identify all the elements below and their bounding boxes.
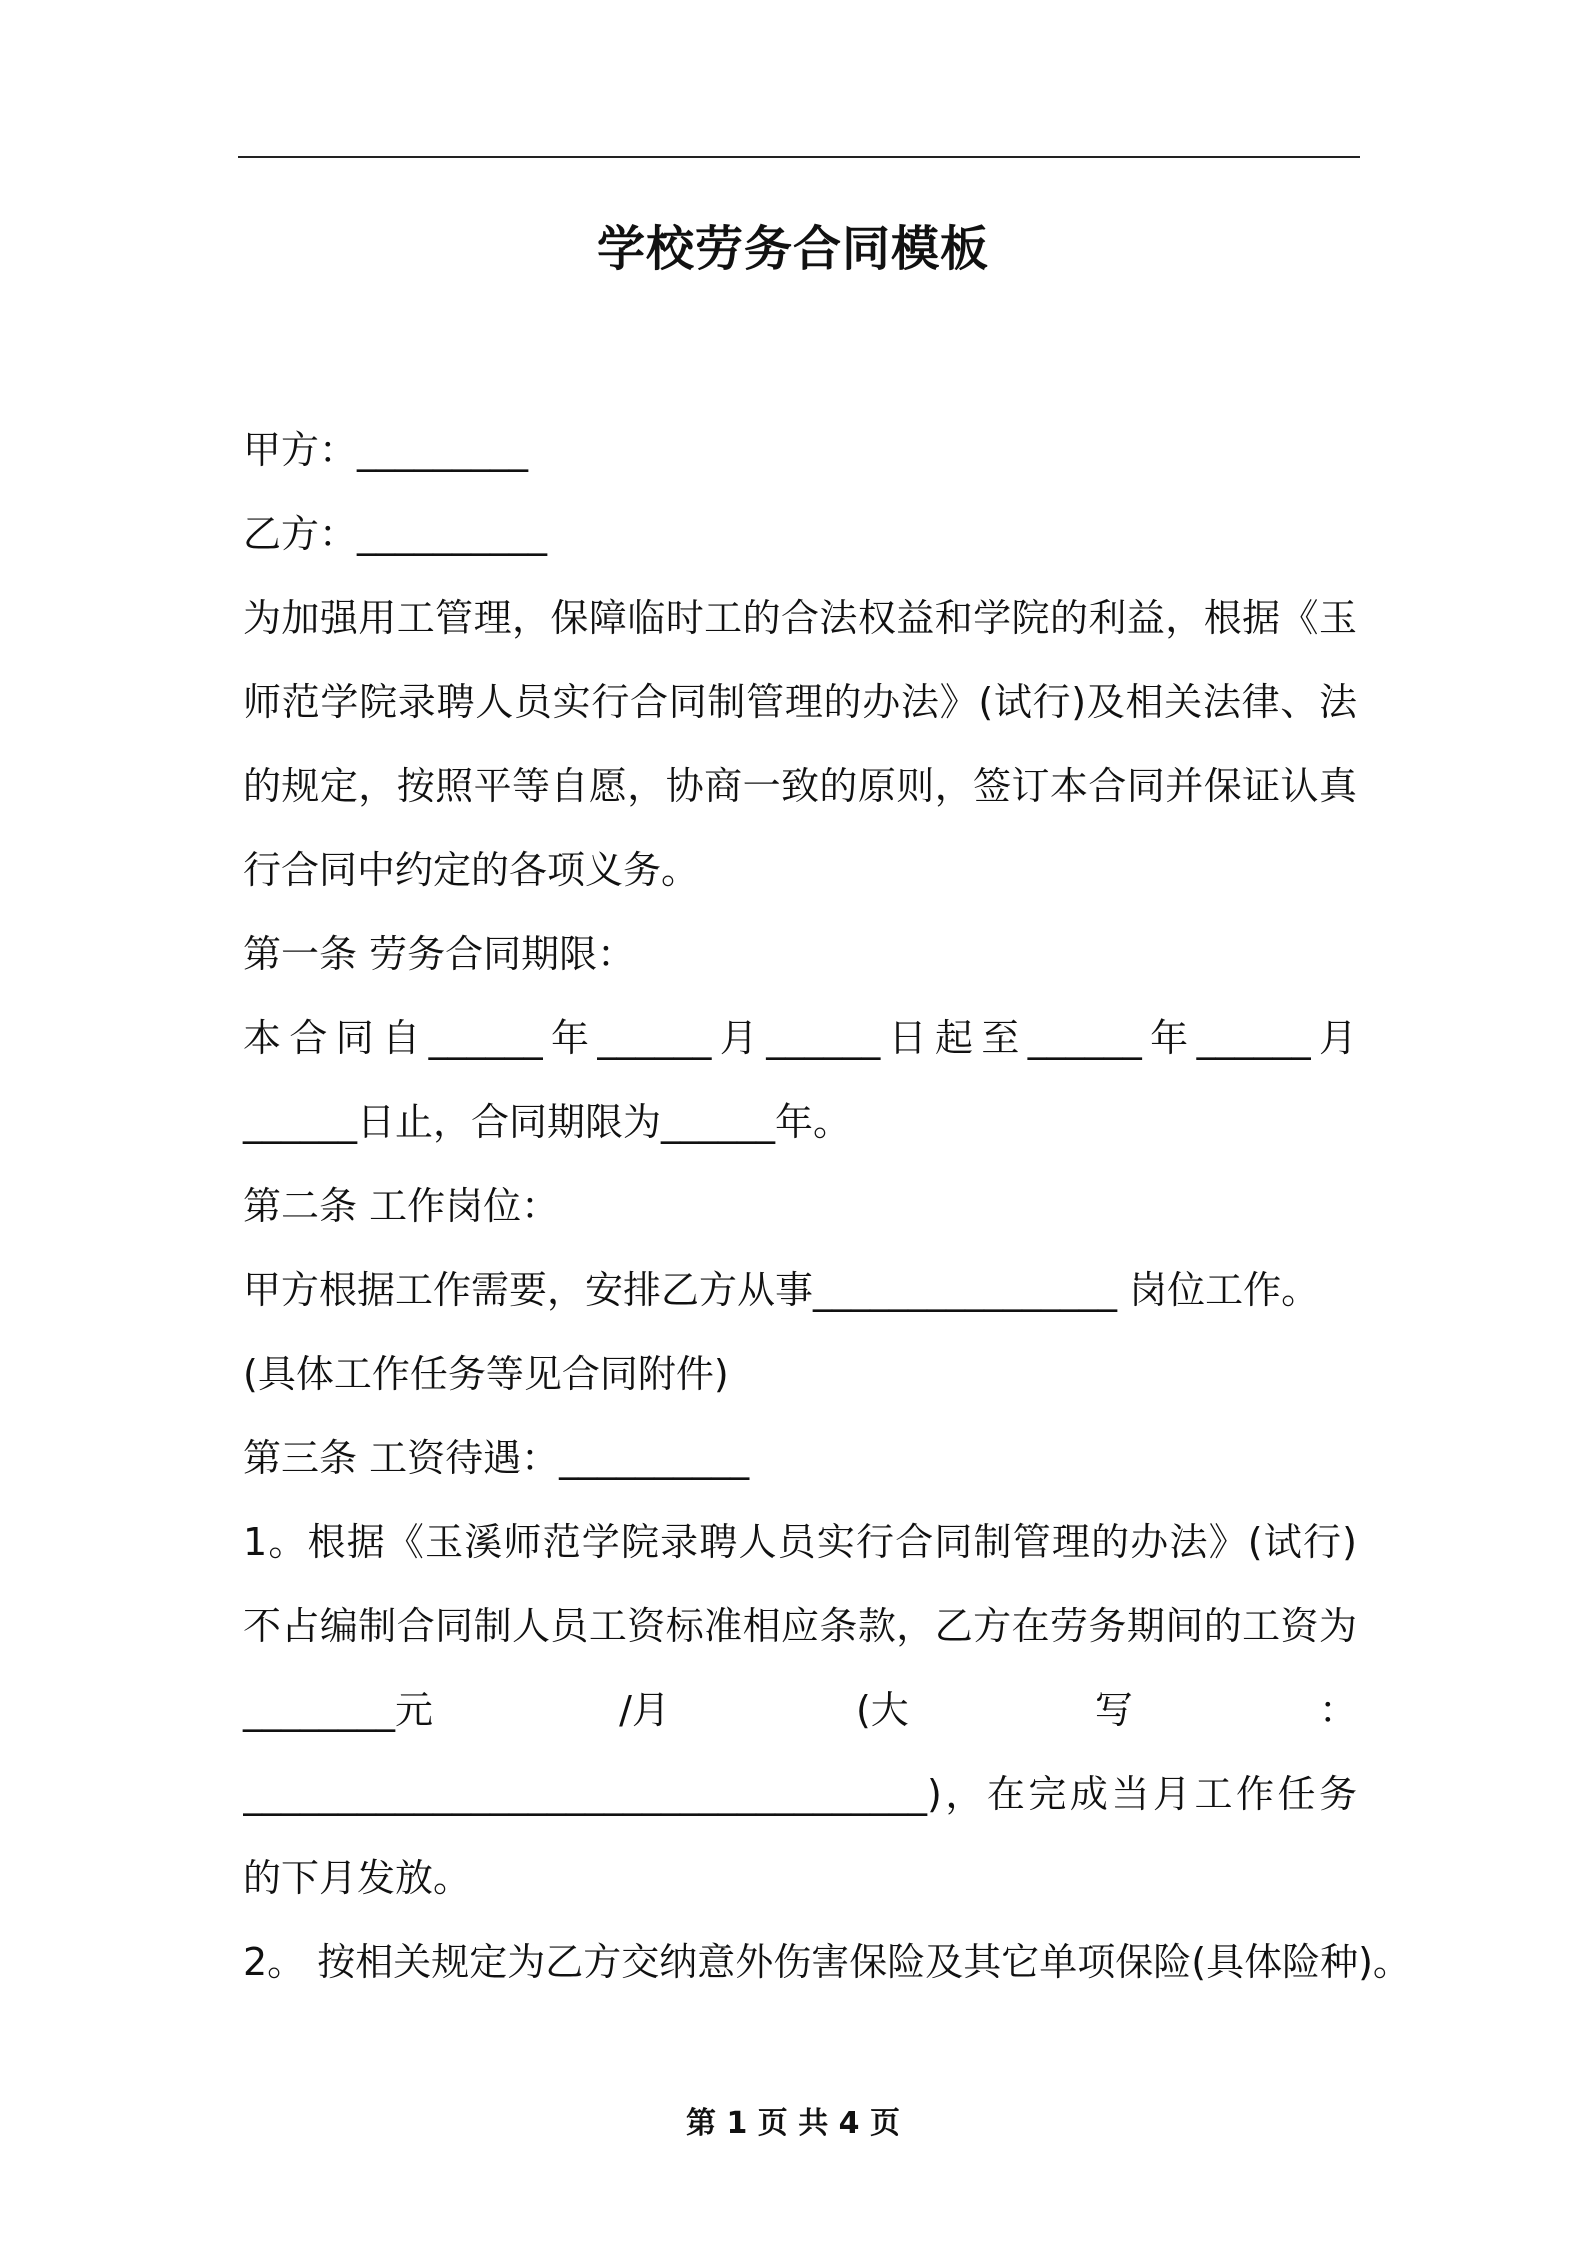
article-3-line-2: 不占编制合同制人员工资标准相应条款，乙方在劳务期间的工资为 [243, 1604, 1357, 1648]
preamble-line-4: 行合同中约定的各项义务。 [243, 848, 700, 892]
page-footer: 第 1 页 共 4 页 [686, 2106, 900, 2141]
party-a-line: 甲方：_________ [243, 428, 529, 472]
header-rule [238, 156, 1360, 158]
salary-uppercase-open: (大 [855, 1688, 909, 1732]
salary-per-month: /月 [619, 1688, 670, 1732]
article-2-line-1: 甲方根据工作需要，安排乙方从事________________ 岗位工作。 [243, 1268, 1320, 1312]
salary-uppercase-write: 写 [1094, 1688, 1133, 1732]
article-2-heading: 第二条 工作岗位： [243, 1184, 560, 1228]
document-body [243, 408, 1411, 2004]
document-title: 学校劳务合同模板 [596, 221, 989, 277]
article-1-line-2: ______日止，合同期限为______年。 [243, 1100, 852, 1144]
party-b-line: 乙方：__________ [243, 512, 548, 556]
salary-uppercase-colon: ： [1318, 1688, 1357, 1732]
article-2-line-2: (具体工作任务等见合同附件) [243, 1352, 729, 1396]
salary-line [243, 1668, 1357, 1752]
article-3-line-4: ____________________________________)，在完成当月工作任务 [243, 1772, 1357, 1816]
salary-amount: ________元 [243, 1688, 434, 1732]
article-3-line-1: 1。根据《玉溪师范学院录聘人员实行合同制管理的办法》(试行) [243, 1520, 1357, 1564]
preamble-line-2: 师范学院录聘人员实行合同制管理的办法》(试行)及相关法律、法 [243, 680, 1357, 724]
preamble-line-1: 为加强用工管理，保障临时工的合法权益和学院的利益，根据《玉 [243, 596, 1357, 640]
article-3-item-2: 2。 按相关规定为乙方交纳意外伤害保险及其它单项保险(具体险种)。 [243, 1940, 1411, 1984]
article-3-heading: 第三条 工资待遇：__________ [243, 1436, 750, 1480]
article-1-line-1: 本合同自______年______月______日起至______年______月 [243, 1016, 1357, 1060]
article-1-heading: 第一条 劳务合同期限： [243, 932, 636, 976]
preamble-line-3: 的规定，按照平等自愿，协商一致的原则，签订本合同并保证认真 [243, 764, 1357, 808]
article-3-line-5: 的下月发放。 [243, 1856, 472, 1900]
